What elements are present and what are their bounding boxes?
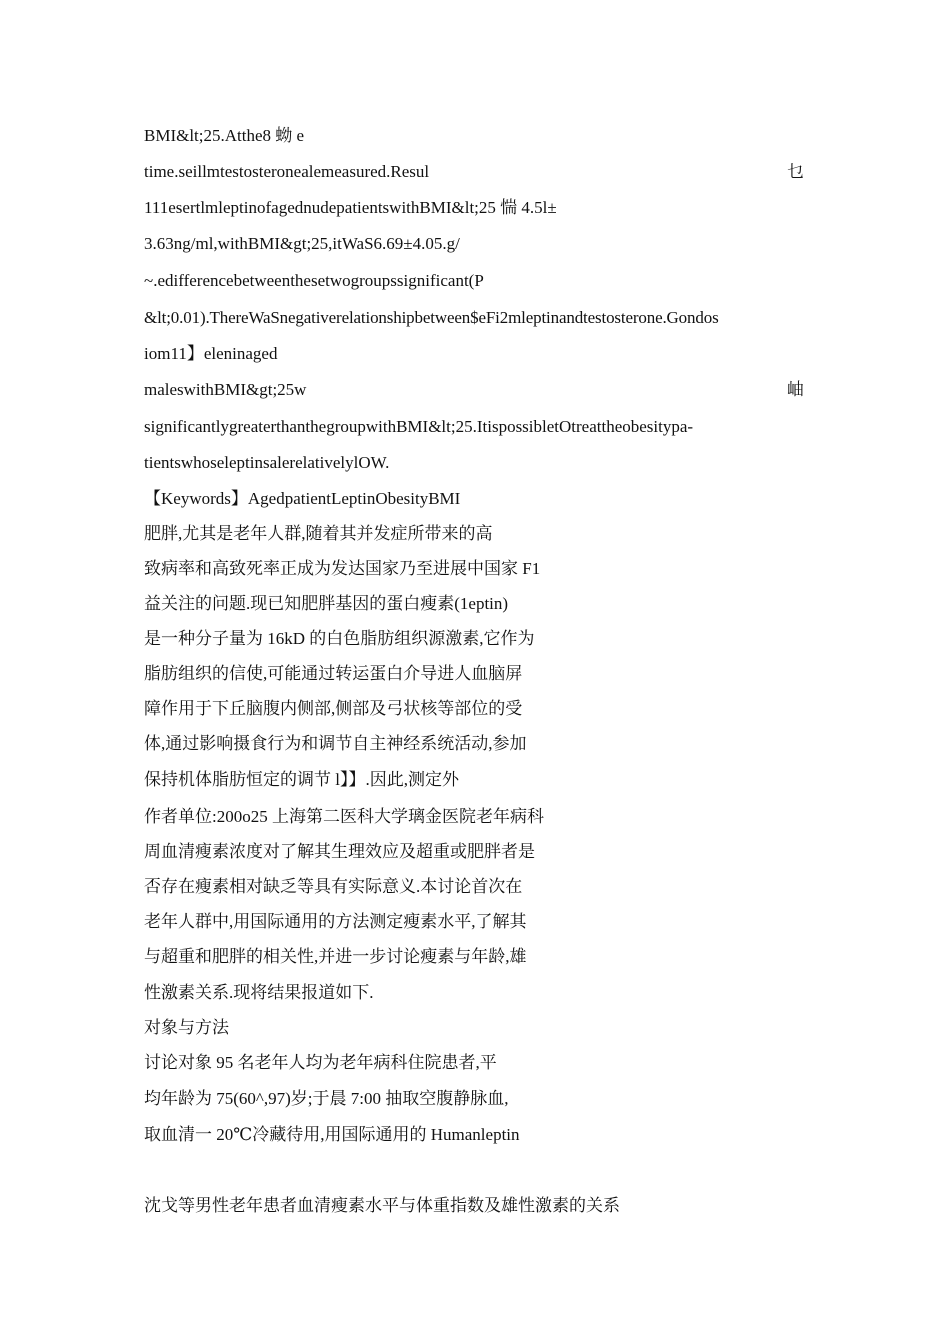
abstract-line-5: ~.edifferencebetweenthesetwogroupssignificant(P xyxy=(144,271,484,290)
body-line-11: 老年人群中,用国际通用的方法测定瘦素水平,了解其 xyxy=(144,912,527,931)
running-title: 沈戈等男性老年患者血清瘦素水平与体重指数及雄性激素的关系 xyxy=(144,1196,620,1215)
body-line-14: 讨论对象 95 名老年人均为老年病科住院患者,平 xyxy=(144,1053,497,1072)
abstract-line-6: &lt;0.01).ThereWaSnegativerelationshipbetween$eFi2mleptinandtestosterone.Gondos xyxy=(144,308,719,327)
keywords-line: 【Keywords】AgedpatientLeptinObesityBMI xyxy=(144,489,461,508)
body-line-13: 性激素关系.现将结果报道如下. xyxy=(144,983,374,1002)
body-line-10: 否存在瘦素相对缺乏等具有实际意义.本讨论首次在 xyxy=(144,877,523,896)
body-line-12: 与超重和肥胖的相关性,并进一步讨论瘦素与年龄,雄 xyxy=(144,947,527,966)
body-line-1: 肥胖,尤其是老年人群,随着其并发症所带来的高 xyxy=(144,524,493,543)
body-line-3: 益关注的问题.现已知肥胖基因的蛋白瘦素(1eptin) xyxy=(144,594,509,613)
abstract-line-1: BMI&lt;25.Atthe8 蚴 e xyxy=(144,126,305,145)
body-line-9: 周血清瘦素浓度对了解其生理效应及超重或肥胖者是 xyxy=(144,842,535,861)
margin-glyph-2: 岫 xyxy=(787,380,804,399)
body-line-4: 是一种分子量为 16kD 的白色脂肪组织源激素,它作为 xyxy=(144,629,535,648)
margin-glyph-1: 乜 xyxy=(787,162,804,181)
abstract-line-4: 3.63ng/ml,withBMI&gt;25,itWaS6.69±4.05.g/ xyxy=(144,234,460,253)
abstract-line-2: time.seillmtestosteronealemeasured.Resul xyxy=(144,162,430,181)
body-line-2: 致病率和高致死率正成为发达国家乃至进展中国家 F1 xyxy=(144,559,541,578)
body-line-16: 取血清一 20℃冷藏待用,用国际通用的 Humanleptin xyxy=(144,1125,520,1144)
body-line-15: 均年龄为 75(60^,97)岁;于晨 7:00 抽取空腹静脉血, xyxy=(144,1089,509,1108)
abstract-line-10: tientswhoseleptinsalerelativelylOW. xyxy=(144,453,390,472)
body-line-7: 体,通过影响摄食行为和调节自主神经系统活动,参加 xyxy=(144,734,527,753)
author-affiliation: 作者单位:200o25 上海第二医科大学璃金医院老年病科 xyxy=(144,807,544,826)
abstract-line-7: iom11】eleninaged xyxy=(144,344,278,363)
abstract-line-8: maleswithBMI&gt;25w xyxy=(144,380,307,399)
abstract-line-3: 111esertlmleptinofagednudepatientswithBMI&lt;25 惴 4.5l± xyxy=(144,198,557,217)
body-line-6: 障作用于下丘脑腹内侧部,侧部及弓状核等部位的受 xyxy=(144,699,523,718)
section-heading: 对象与方法 xyxy=(144,1018,229,1037)
body-line-5: 脂肪组织的信使,可能通过转运蛋白介导进人血脑屏 xyxy=(144,664,523,683)
abstract-line-9: significantlygreaterthanthegroupwithBMI&lt;25.ItispossibletOtreattheobesitypa- xyxy=(144,417,694,436)
body-line-8: 保持机体脂肪恒定的调节 l】】.因此,测定外 xyxy=(144,770,459,789)
